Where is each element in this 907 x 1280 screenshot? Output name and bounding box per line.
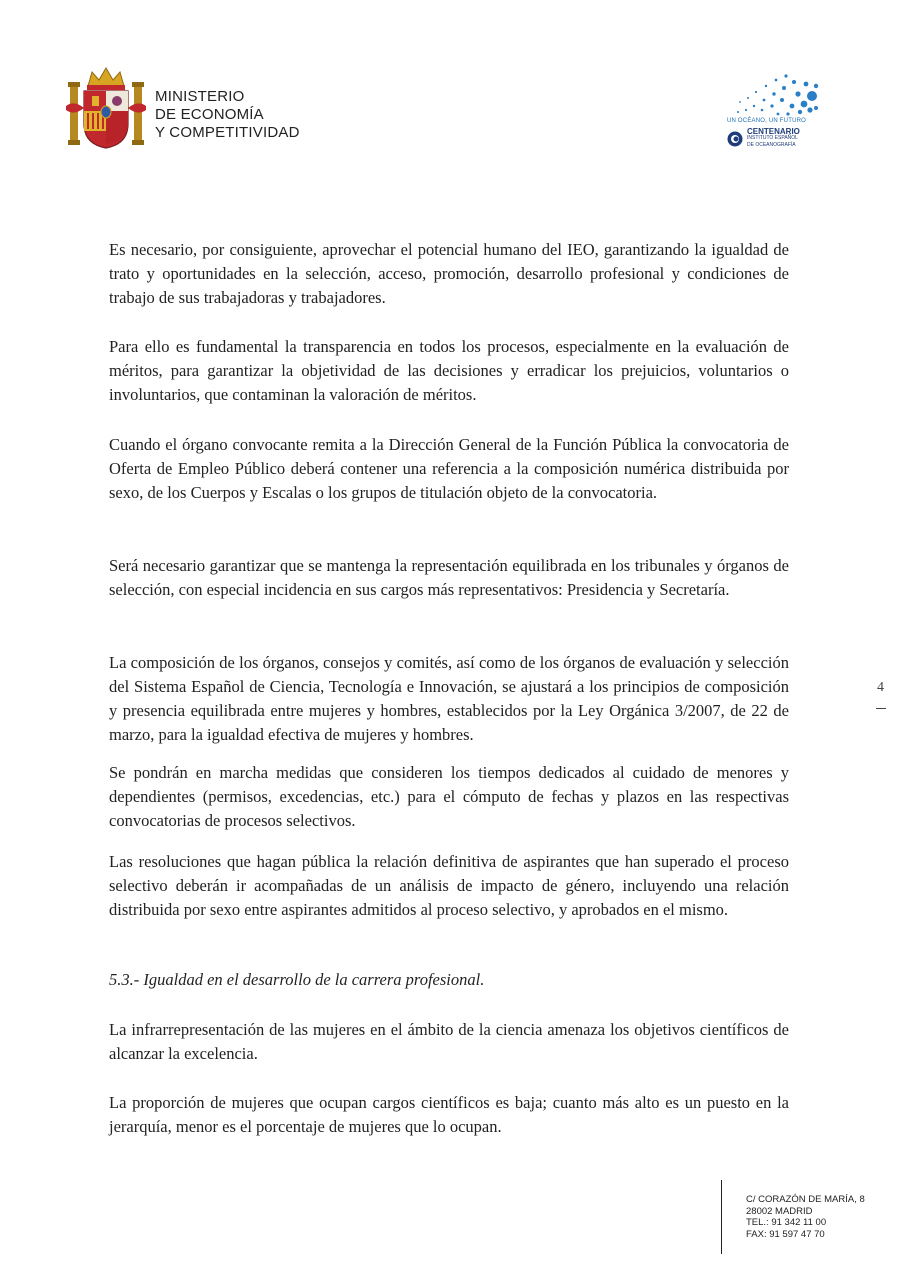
paragraph: Es necesario, por consiguiente, aprovechar el potencial humano del IEO, garantizando la igualdad de trato y oportunidades en la selección, acceso, promoción, desarrollo profesional y condiciones de trabajo de sus trabajadoras y trabajadores. [109, 240, 789, 307]
ieo-logo-text [727, 118, 827, 149]
ieo-name-line: DE OCEANOGRAFÍA [747, 142, 796, 148]
paragraph: Para ello es fundamental la transparencia en todos los procesos, especialmente en la evaluación de méritos, para garantizar la objetividad de las decisiones y erradicar los prejuicios, voluntarios o involuntarios, que contaminan la valoración de méritos. [109, 337, 789, 404]
footer-address [746, 1194, 865, 1240]
coat-of-arms-logo [66, 66, 146, 150]
ministry-name [155, 88, 300, 142]
paragraph: La infrarrepresentación de las mujeres en el ámbito de la ciencia amenaza los objetivos científicos de alcanzar la excelencia. [109, 1020, 789, 1063]
paragraph: La composición de los órganos, consejos y comités, así como de los órganos de evaluación y selección del Sistema Español de Ciencia, Tecnología e Innovación, se ajustará a los principios de composición y presencia equilibrada entre mujeres y hombres, establecidos por la Ley Orgánica 3/2007, de 22 de marzo, para la igualdad efectiva de mujeres y hombres. [109, 653, 789, 744]
ministry-line: DE ECONOMÍA [155, 106, 264, 123]
section-heading: 5.3.- Igualdad en el desarrollo de la carrera profesional. [109, 970, 485, 989]
footer-divider [721, 1180, 722, 1254]
address-line: 28002 MADRID [746, 1205, 813, 1217]
ministry-line: MINISTERIO [155, 88, 245, 105]
paragraph: Cuando el órgano convocante remita a la Dirección General de la Función Pública la convocatoria de Oferta de Empleo Público deberá contener una referencia a la composición numérica distribuida por sexo, de los Cuerpos y Escalas o los grupos de titulación objeto de la convocatoria. [109, 435, 789, 502]
ieo-motto: UN OCÉANO, UN FUTURO [727, 118, 806, 124]
paragraph: Las resoluciones que hagan pública la relación definitiva de aspirantes que han superado el proceso selectivo deberán ir acompañadas de un análisis de impacto de género, incluyendo una relación distribuida por sexo entre aspirantes admitidos al proceso selectivo, y aprobados en el mismo. [109, 852, 789, 919]
paragraph: La proporción de mujeres que ocupan cargos científicos es baja; cuanto más alto es un puesto en la jerarquía, menor es el porcentaje de mujeres que lo ocupan. [109, 1093, 789, 1136]
paragraph: Será necesario garantizar que se mantenga la representación equilibrada en los tribunales y órganos de selección, con especial incidencia en sus cargos más representativos: Presidencia y Secretaría. [109, 556, 789, 599]
ministry-line: Y COMPETITIVIDAD [155, 124, 300, 141]
page-number-divider [876, 708, 886, 709]
address-line: FAX: 91 597 47 70 [746, 1228, 825, 1240]
ieo-centenario: CENTENARIO [747, 127, 800, 136]
page-number: 4 [877, 680, 884, 695]
ieo-badge-icon [727, 131, 743, 147]
ieo-name-line: INSTITUTO ESPAÑOL [747, 135, 798, 141]
address-line: C/ CORAZÓN DE MARÍA, 8 [746, 1194, 865, 1205]
address-line: TEL.: 91 342 11 00 [746, 1217, 827, 1228]
paragraph: Se pondrán en marcha medidas que consideren los tiempos dedicados al cuidado de menores y dependientes (permisos, excedencias, etc.) para el cómputo de fechas y plazos en las respectivas convocatorias de procesos selectivos. [109, 763, 789, 830]
